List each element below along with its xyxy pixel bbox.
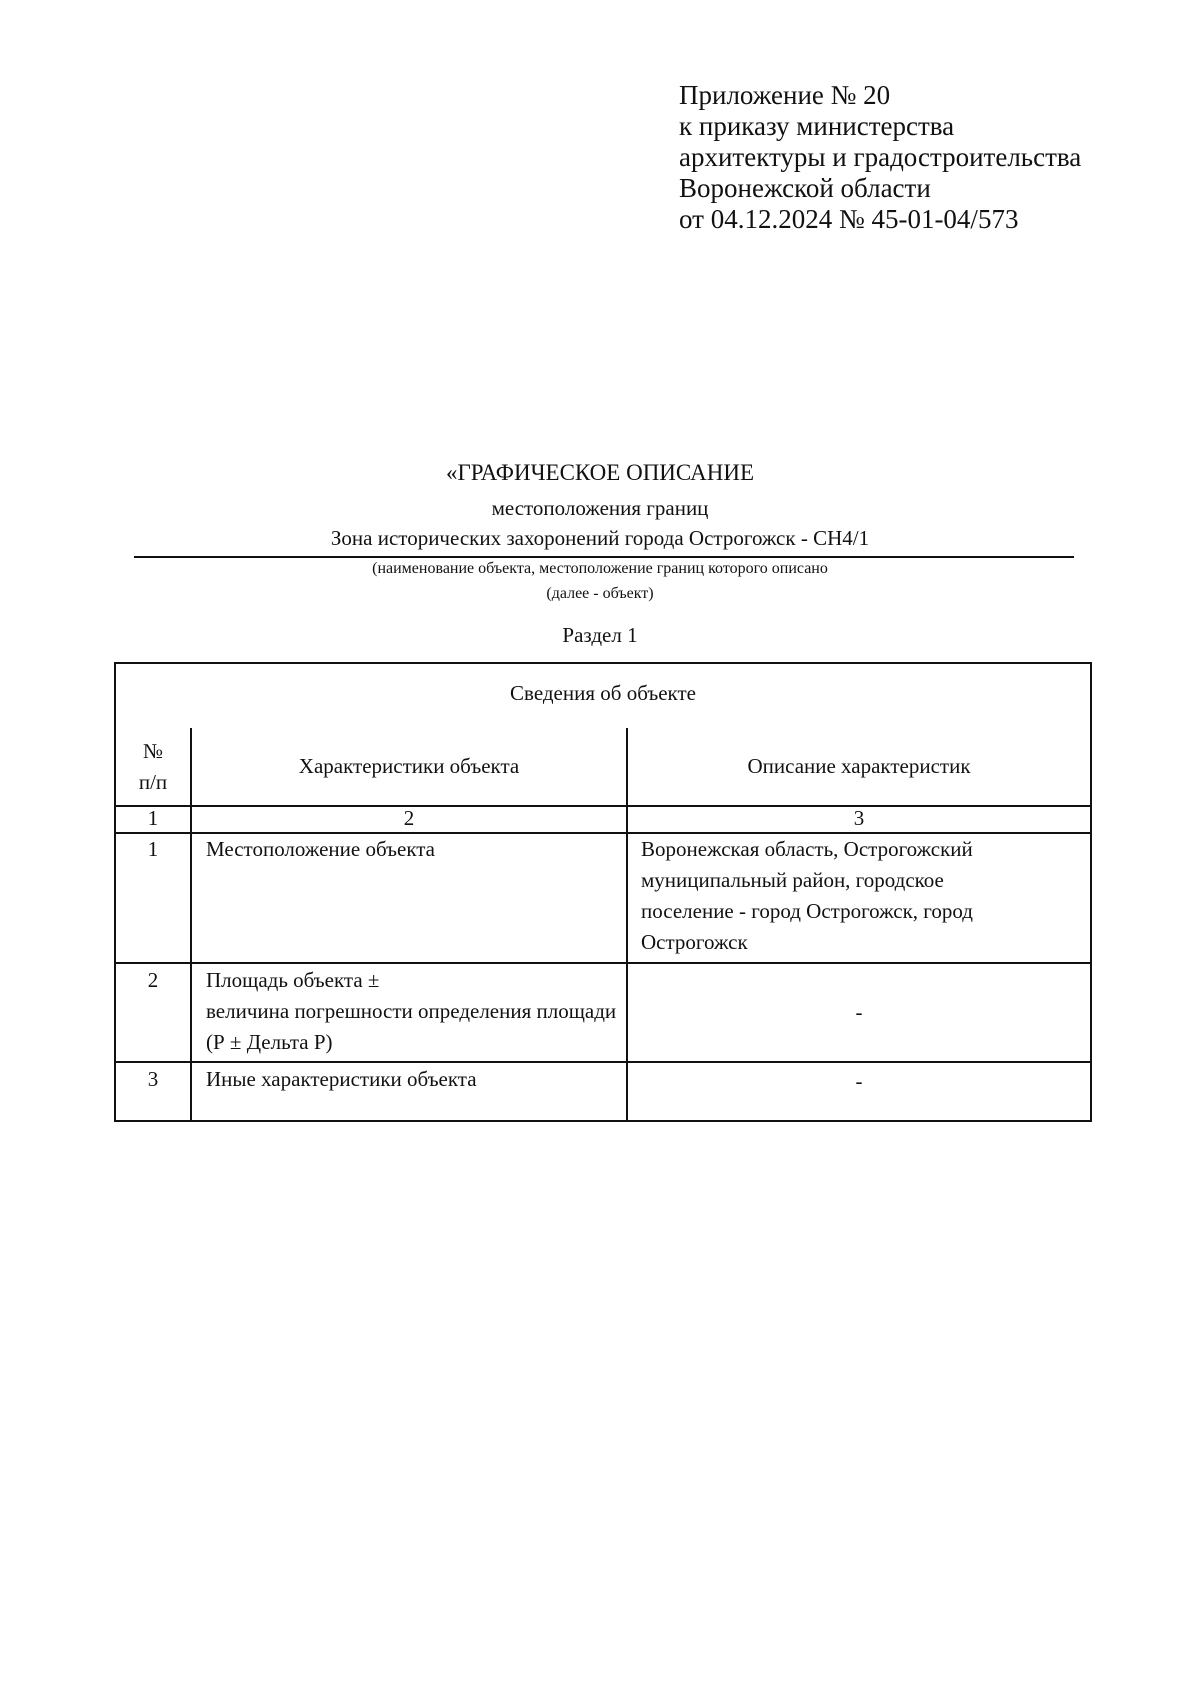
document-title: «ГРАФИЧЕСКОЕ ОПИСАНИЕ (445, 460, 754, 485)
header-num: № п/п (138, 738, 168, 794)
row-3-characteristic: Иные характеристики объекта (206, 1067, 477, 1091)
row-1-description: Воронежская область, Острогожский муниципальный район, городское поселение - город Острогожск, город Острогожск (641, 837, 973, 954)
annex-ministry: архитектуры и градостроительства (679, 142, 1082, 172)
row-3-description: - (855, 1069, 863, 1093)
table-border-right (1090, 662, 1092, 1122)
object-name: Зона исторических захоронений города Острогожск - СН4/1 (330, 526, 870, 550)
object-note-line2: (далее - объект) (546, 585, 654, 602)
table-border-top (114, 662, 1092, 664)
header-description: Описание характеристик (747, 754, 971, 778)
object-underline (134, 556, 1074, 558)
row-1-characteristic: Местоположение объекта (206, 837, 436, 861)
table-row-line-2 (114, 1061, 1092, 1063)
annex-region: Воронежской области (679, 173, 931, 203)
annex-number: Приложение № 20 (679, 80, 891, 110)
section-title: Раздел 1 (562, 623, 638, 647)
table-border-bottom (114, 1120, 1092, 1122)
object-info-table (114, 662, 1092, 1122)
index-cell-1: 1 (147, 806, 159, 830)
row-2-num: 2 (147, 968, 159, 992)
row-3-num: 3 (147, 1067, 159, 1091)
index-cell-3: 3 (853, 806, 865, 830)
index-cell-2: 2 (403, 806, 415, 830)
row-2-description: - (855, 1000, 863, 1024)
annex-block (679, 80, 1081, 235)
annex-order-ref: к приказу министерства (679, 111, 955, 141)
annex-date-number: от 04.12.2024 № 45-01-04/573 (679, 204, 1019, 234)
header-characteristic: Характеристики объекта (298, 754, 520, 778)
row-2-characteristic: Площадь объекта ± величина погрешности определения площади (Р ± Дельта Р) (206, 968, 617, 1054)
row-1-num: 1 (147, 837, 159, 861)
table-caption: Сведения об объекте (510, 681, 696, 705)
document-subtitle: местоположения границ (491, 496, 709, 520)
object-note-line1: (наименование объекта, местоположение границ которого описано (372, 560, 828, 577)
